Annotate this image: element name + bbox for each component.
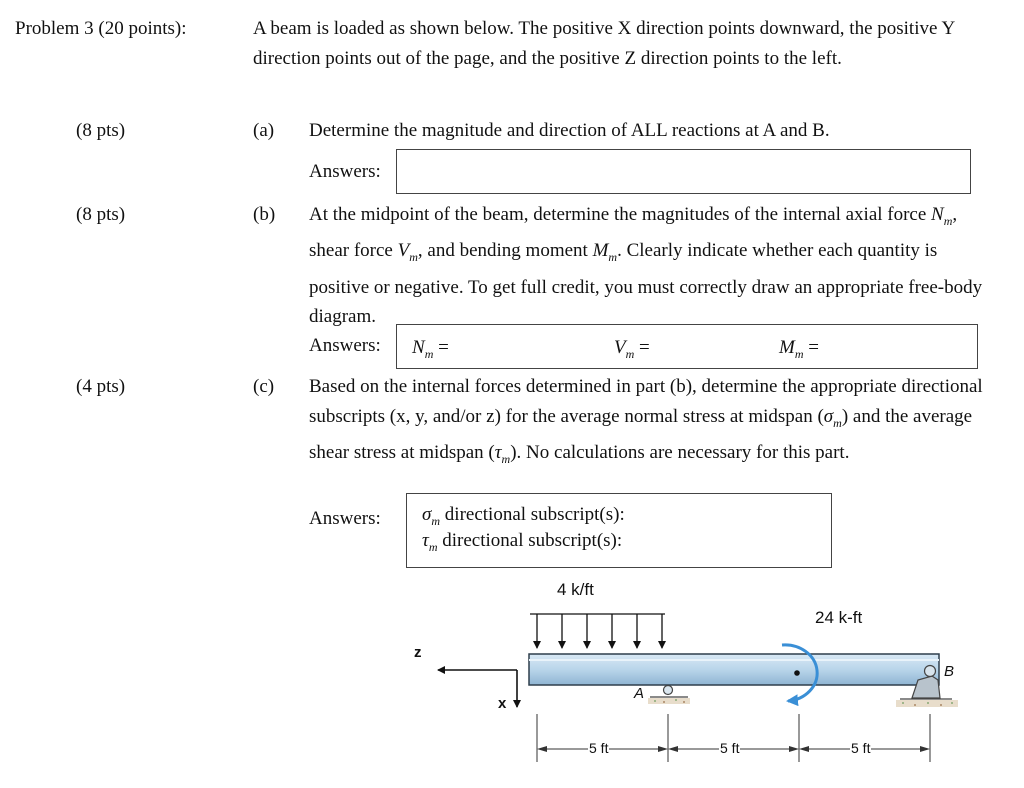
dimension-label-2: 5 ft bbox=[720, 740, 740, 756]
moment-label: 24 k-ft bbox=[815, 608, 863, 627]
part-c-answers-label: Answers: bbox=[309, 508, 381, 529]
part-b-points: (8 pts) bbox=[76, 204, 126, 225]
part-a-letter: (a) bbox=[253, 120, 275, 141]
problem-label: Problem 3 (20 points): bbox=[15, 18, 187, 39]
vm-answer-field: $V_m$ = bbox=[614, 337, 650, 361]
axis-x-label: x bbox=[498, 695, 507, 712]
mm-answer-field: $M_m$ = bbox=[779, 337, 819, 361]
load-label: 4 k/ft bbox=[557, 580, 594, 599]
dimension-label-3: 5 ft bbox=[851, 740, 871, 756]
part-c-question: Based on the internal forces determined in part (b), determine the appropriate directional subscripts (x, y, and/or z) for the average normal stress at midspan $(\sigma_m)$ and the average shear stress at midspan $(\tau_m)$. No calculations are necessary for this part. bbox=[309, 376, 983, 466]
part-b-question: At the midpoint of the beam, determine the magnitudes of the internal axial force $N_m$, shear force $V_m$, and bending moment $M_m$. Clearly indicate whether each quantity is positive or negative. To get full credit, you must correctly draw an appropriate free-body diagram. bbox=[309, 204, 983, 328]
support-a bbox=[648, 686, 690, 705]
sigma-subscript-line: $\sigma_m$ directional subscript(s): bbox=[422, 504, 625, 528]
problem-intro: A beam is loaded as shown below. The positive X direction points downward, the positive Y direction points out of the page, and the positive Z direction points to the left. bbox=[253, 18, 955, 69]
axis-z-label: z bbox=[414, 644, 422, 661]
support-b-label: B bbox=[944, 663, 955, 680]
support-a-label: A bbox=[634, 685, 645, 702]
part-a-question: Determine the magnitude and direction of ALL reactions at A and B. bbox=[309, 120, 830, 141]
beam bbox=[529, 654, 939, 685]
distributed-load bbox=[530, 614, 665, 648]
part-c-letter: (c) bbox=[253, 376, 275, 397]
dimension-label-1: 5 ft bbox=[589, 740, 609, 756]
part-b-answers-label: Answers: bbox=[309, 335, 381, 356]
part-b-letter: (b) bbox=[253, 204, 276, 225]
part-a-answers-label: Answers: bbox=[309, 161, 381, 182]
part-c-points: (4 pts) bbox=[76, 376, 126, 397]
nm-answer-field: $N_m$ = bbox=[412, 337, 449, 361]
tau-subscript-line: $\tau_m$ directional subscript(s): bbox=[422, 530, 623, 554]
part-a-points: (8 pts) bbox=[76, 120, 126, 141]
